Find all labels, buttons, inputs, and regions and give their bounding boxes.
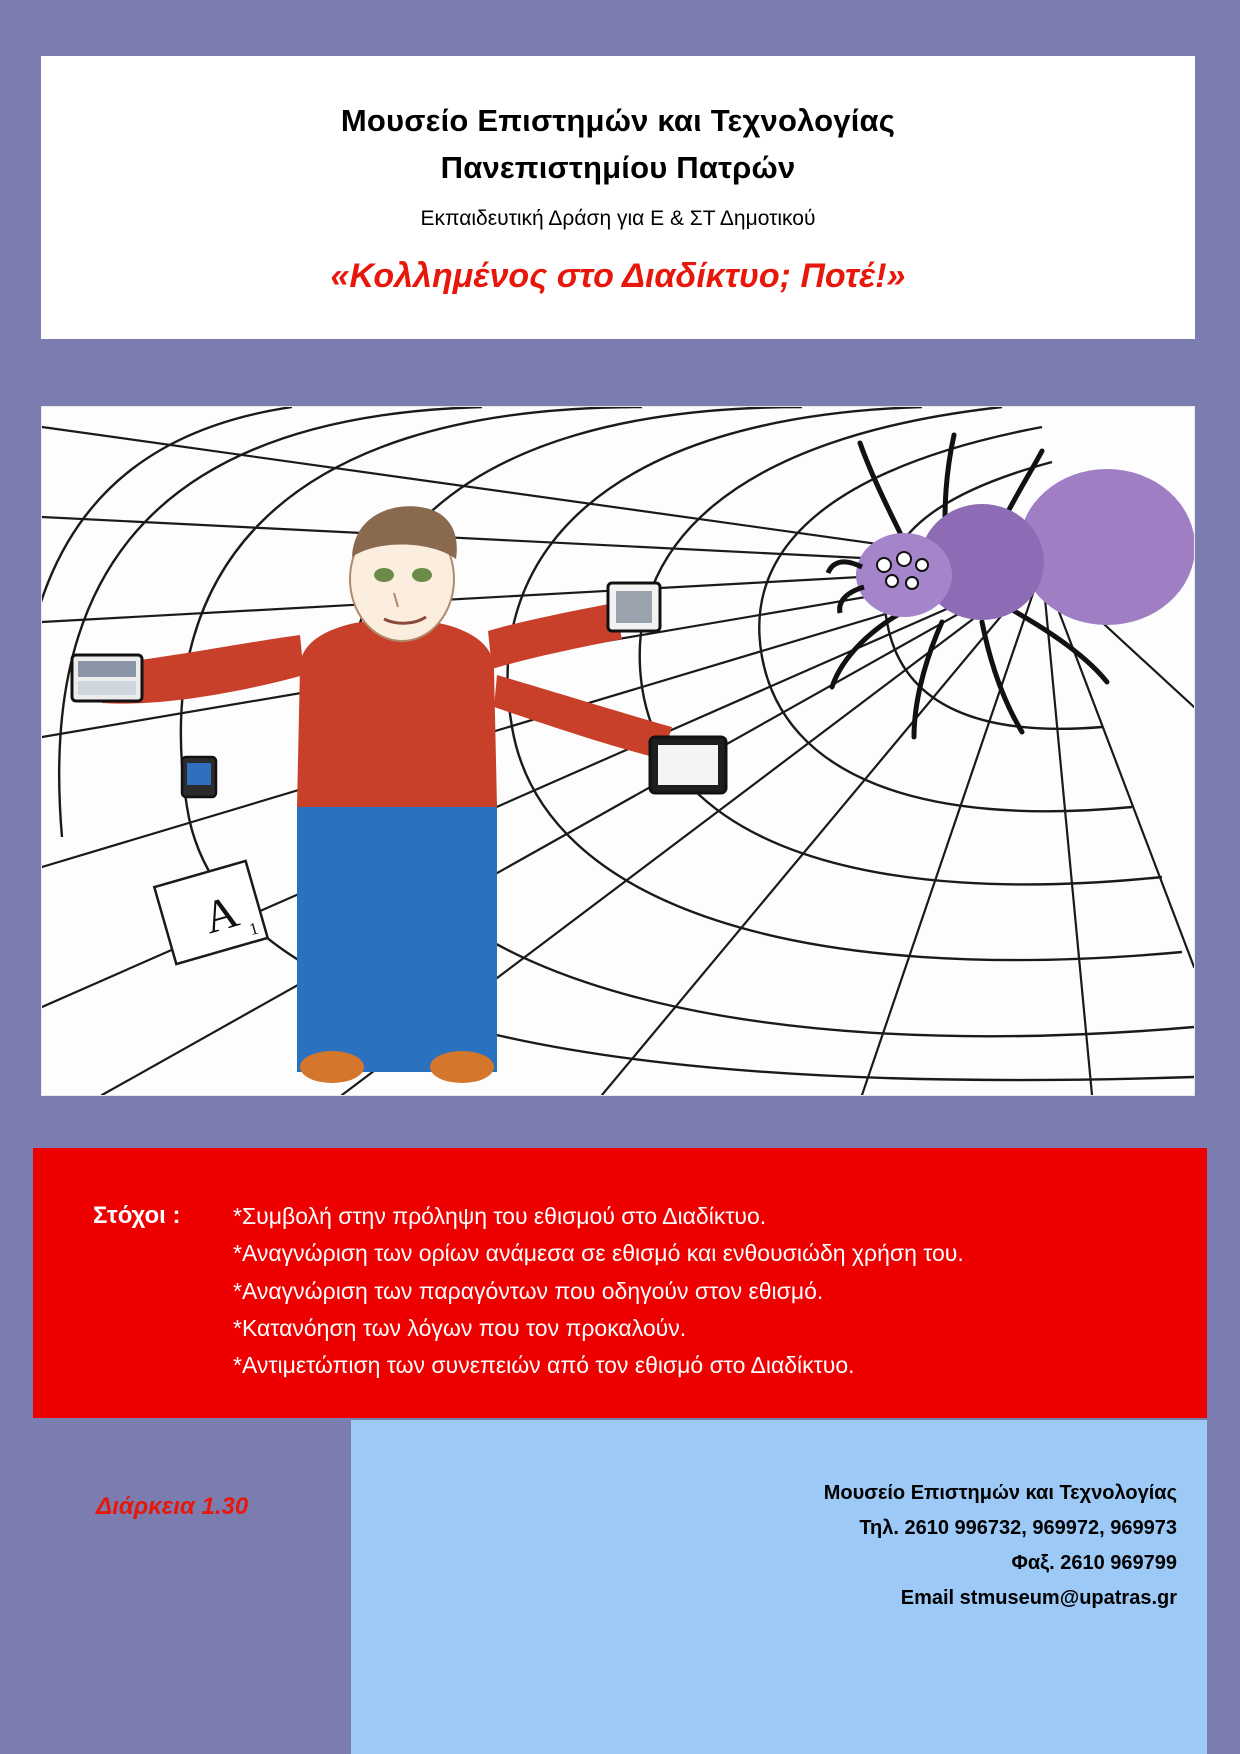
page-subtitle: Εκπαιδευτική Δράση για Ε & ΣΤ Δημοτικού	[420, 207, 816, 230]
goal-item: *Αντιμετώπιση των συνεπειών από τον εθισμό στο Διαδίκτυο.	[233, 1352, 855, 1378]
header-panel	[41, 56, 1195, 339]
svg-text:A: A	[197, 885, 244, 944]
contact-fax: Φαξ. 2610 969799	[1011, 1552, 1177, 1574]
goals-label: Στόχοι :	[93, 1202, 181, 1229]
contact-organisation: Μουσείο Επιστημών και Τεχνολογίας	[823, 1482, 1177, 1504]
illustration-drawing	[42, 407, 1194, 1095]
goals-panel	[33, 1148, 1207, 1418]
contact-phone: Τηλ. 2610 996732, 969972, 969973	[859, 1517, 1177, 1539]
page-title-line-2: Πανεπιστημίου Πατρών	[440, 149, 796, 185]
contact-email: Email stmuseum@upatras.gr	[900, 1587, 1177, 1609]
contact-panel	[351, 1420, 1207, 1754]
activity-title: «Κολλημένος στο Διαδίκτυο; Ποτέ!»	[330, 257, 906, 295]
svg-text:1: 1	[247, 918, 261, 940]
goal-item: *Συμβολή στην πρόληψη του εθισμού στο Διαδίκτυο.	[233, 1203, 767, 1229]
page-title-line-1: Μουσείο Επιστημών και Τεχνολογίας	[340, 103, 896, 138]
duration-label: Διάρκεια 1.30	[96, 1493, 249, 1520]
goal-item: *Κατανόηση των λόγων που τον προκαλούν.	[233, 1314, 687, 1341]
goals-list	[201, 1170, 1179, 1418]
goal-item: *Αναγνώριση των παραγόντων που οδηγούν στον εθισμό.	[233, 1277, 824, 1304]
illustration-panel	[41, 406, 1195, 1096]
goal-item: *Αναγνώριση των ορίων ανάμεσα σε εθισμό και ενθουσιώδη χρήση του.	[233, 1240, 964, 1267]
